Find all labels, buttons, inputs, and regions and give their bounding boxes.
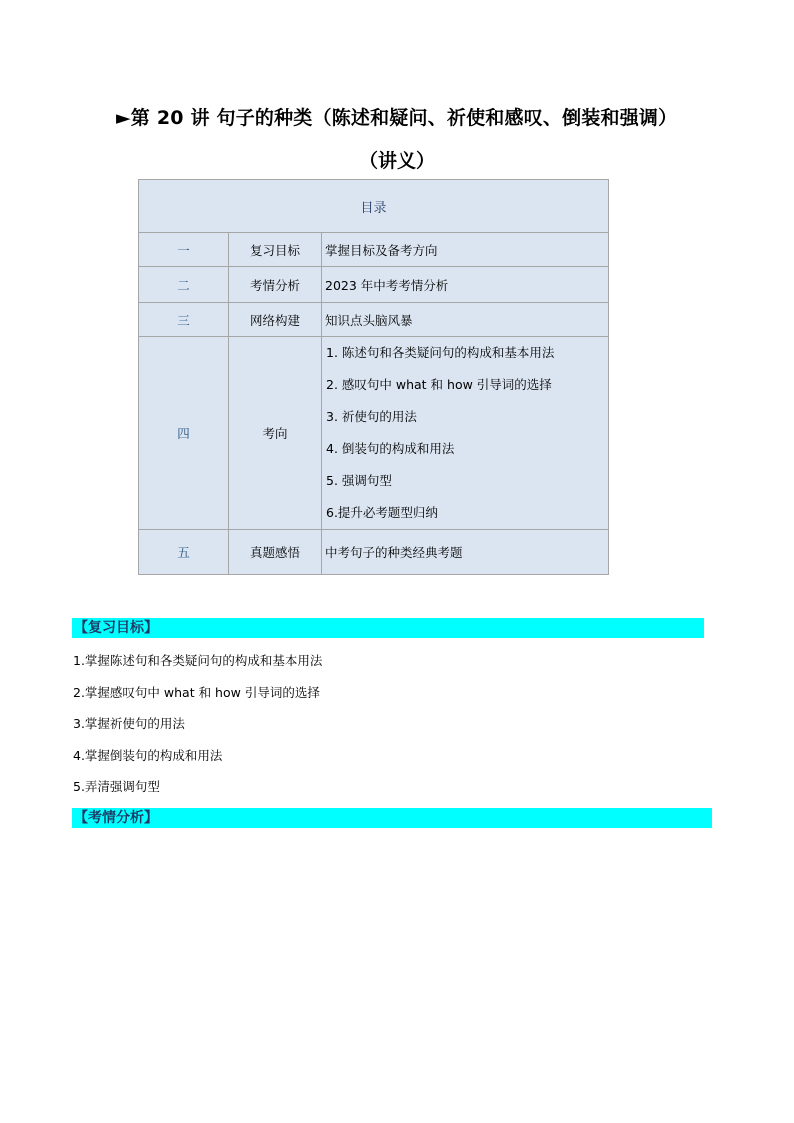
toc-subitem: 5. 强调句型	[326, 473, 392, 488]
table-of-contents	[138, 179, 609, 575]
toc-row-description: 中考句子的种类经典考题	[322, 530, 609, 575]
goal-item: 5.弄清强调句型	[73, 779, 160, 794]
toc-row-number: 四	[139, 337, 229, 530]
toc-row	[139, 303, 609, 337]
toc-subitem: 2. 感叹句中 what 和 how 引导词的选择	[326, 377, 552, 392]
toc-subitem: 3. 祈使句的用法	[326, 409, 417, 424]
toc-row-description: 掌握目标及备考方向	[322, 233, 609, 267]
section-band-goals	[72, 618, 704, 638]
section-label-analysis: 【考情分析】	[74, 810, 158, 826]
toc-row-name: 复习目标	[229, 233, 322, 267]
section-band-analysis	[72, 808, 712, 828]
toc-subitem-list	[325, 337, 608, 529]
toc-row-number: 五	[139, 530, 229, 575]
toc-row-name: 考向	[229, 337, 322, 530]
toc-row	[139, 337, 609, 530]
toc-subitem: 6.提升必考题型归纳	[326, 505, 438, 520]
document-title: ►第 20 讲 句子的种类（陈述和疑问、祈使和感叹、倒装和强调）	[116, 107, 678, 129]
toc-subitem: 1. 陈述句和各类疑问句的构成和基本用法	[326, 345, 555, 360]
goal-item: 1.掌握陈述句和各类疑问句的构成和基本用法	[73, 653, 323, 668]
toc-row	[139, 530, 609, 575]
goal-item: 4.掌握倒装句的构成和用法	[73, 747, 223, 763]
toc-row-description: 2023 年中考考情分析	[322, 267, 609, 303]
toc-row-description: 知识点头脑风暴	[322, 303, 609, 337]
goals-list	[73, 645, 322, 803]
section-label-goals: 【复习目标】	[74, 620, 158, 636]
toc-row-number: 二	[139, 267, 229, 303]
toc-row	[139, 233, 609, 267]
toc-row-name: 真题感悟	[229, 530, 322, 575]
goal-item: 3.掌握祈使句的用法	[73, 716, 185, 731]
toc-row	[139, 267, 609, 303]
toc-row-number: 一	[139, 233, 229, 267]
toc-row-name: 考情分析	[229, 267, 322, 303]
goal-item: 2.掌握感叹句中 what 和 how 引导词的选择	[73, 684, 320, 700]
toc-row-number: 三	[139, 303, 229, 337]
document-subtitle: （讲义）	[358, 150, 435, 172]
toc-heading: 目录	[139, 180, 609, 233]
toc-row-name: 网络构建	[229, 303, 322, 337]
toc-subitem: 4. 倒装句的构成和用法	[326, 441, 455, 456]
toc-row-description	[322, 337, 609, 530]
